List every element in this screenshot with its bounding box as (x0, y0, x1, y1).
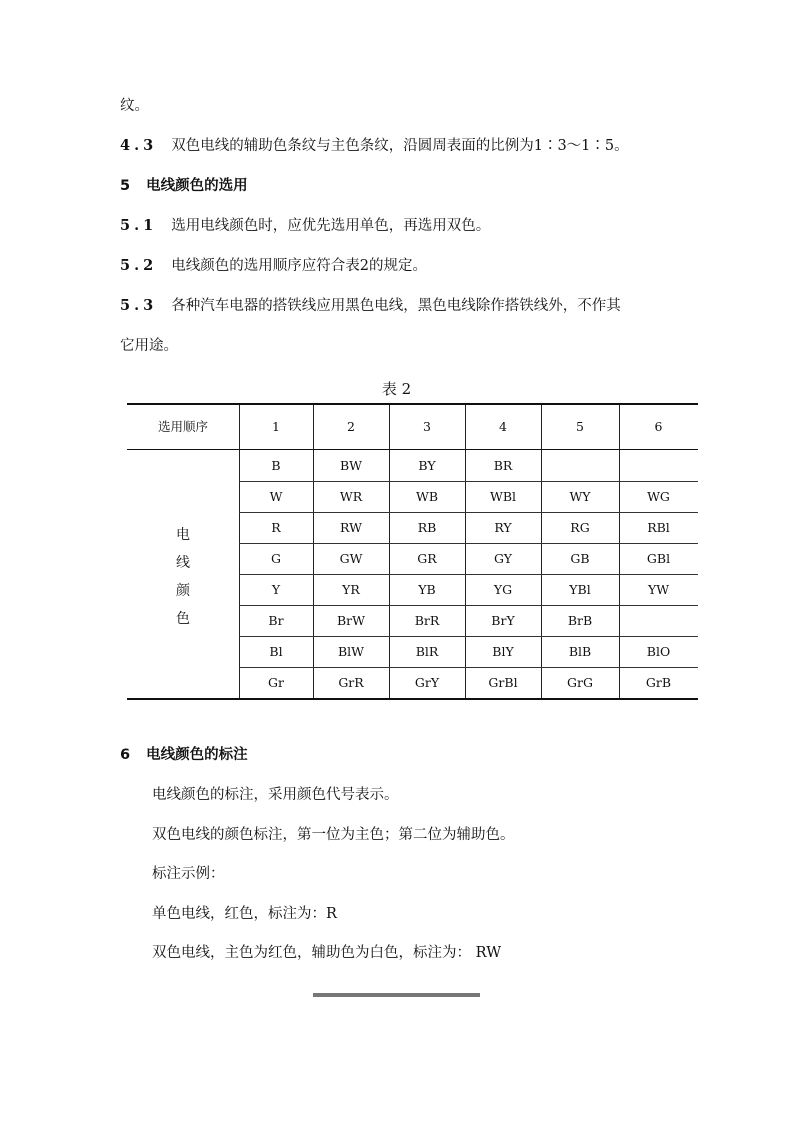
table-cell: GrY (414, 675, 440, 690)
table-cell: BlO (646, 644, 671, 659)
table-cell: BlY (492, 644, 514, 659)
column-header: 3 (423, 419, 431, 434)
header-label: 选用顺序 (157, 419, 208, 434)
table-cell: WY (569, 489, 591, 504)
side-label-char: 电 (176, 527, 190, 543)
table-cell: Bl (269, 644, 283, 659)
table-cell: BR (493, 458, 513, 473)
clause-number: 4.3 (120, 137, 158, 154)
table-cell: Br (268, 613, 284, 628)
paragraph: 双色电线，主色为红色，辅助色为白色，标注为： RW (152, 945, 502, 961)
paragraph: 双色电线的颜色标注，第一位为主色；第二位为辅助色。 (152, 827, 515, 843)
table-row-rule (239, 512, 698, 513)
table-cell: BrW (336, 613, 365, 628)
table-cell: WG (647, 489, 670, 504)
section-title: 电线颜色的标注 (146, 747, 248, 763)
clause-4-3 (120, 136, 629, 156)
table-cell: RG (570, 520, 590, 535)
clause-text: 各种汽车电器的搭铁线应用黑色电线，黑色电线除作搭铁线外，不作其 (171, 298, 621, 314)
section-6-heading (120, 745, 248, 765)
table-cell: RBl (647, 520, 670, 535)
side-label-char: 线 (176, 555, 190, 571)
paragraph: 单色电线，红色，标注为：R (152, 906, 337, 922)
table-cell: WBl (489, 489, 517, 504)
table-cell: BlW (337, 644, 365, 659)
table-cell: GrR (338, 675, 364, 690)
table-cell: RW (340, 520, 362, 535)
column-header: 4 (499, 419, 507, 434)
clause-5-3 (120, 296, 621, 316)
table-cell: YB (418, 582, 436, 597)
column-header: 5 (576, 419, 584, 434)
table-cell: WB (415, 489, 439, 504)
clause-5-2 (120, 256, 427, 276)
column-header: 2 (347, 419, 355, 434)
clause-number: 5.2 (120, 257, 158, 274)
table-row-rule (239, 605, 698, 606)
table-cell: GB (570, 551, 590, 566)
section-title: 电线颜色的选用 (146, 178, 248, 194)
section-number: 5 (120, 178, 131, 194)
table-cell: Gr (268, 675, 284, 690)
table-cell: BrY (491, 613, 515, 628)
table-cell: GY (493, 551, 513, 566)
table-cell: RY (494, 520, 512, 535)
table-cell: YR (342, 582, 360, 597)
table-cell: BlR (415, 644, 439, 659)
table-cell: B (271, 458, 281, 473)
side-label-char: 颜 (176, 583, 190, 599)
side-label (127, 521, 239, 633)
paragraph: 标注示例： (152, 866, 225, 882)
table-cell: R (271, 520, 281, 535)
clause-5-3-continuation: 它用途。 (120, 338, 178, 354)
table-cell: GrG (567, 675, 593, 690)
paragraph: 电线颜色的标注，采用颜色代号表示。 (152, 787, 399, 803)
table-cell: BW (339, 458, 363, 473)
table-cell: YBl (569, 582, 591, 597)
section-number: 6 (120, 747, 131, 763)
table-cell: BrB (567, 613, 593, 628)
paragraph-continuation: 纹。 (120, 98, 149, 114)
table-cell: RB (417, 520, 437, 535)
table-cell: BrR (414, 613, 440, 628)
table-cell: YG (493, 582, 513, 597)
table-cell: BY (418, 458, 436, 473)
table-row-rule (239, 574, 698, 575)
table-cell: GR (417, 551, 437, 566)
column-header: 6 (654, 419, 663, 434)
table-cell: W (269, 489, 283, 504)
section-5-heading (120, 176, 248, 196)
side-label-char: 色 (176, 611, 190, 627)
table-cell: GrBl (488, 675, 518, 690)
clause-text: 选用电线颜色时，应优先选用单色，再选用双色。 (171, 218, 491, 234)
clause-5-1 (120, 216, 490, 236)
clause-number: 5.3 (120, 297, 158, 314)
table-caption: 表 2 (381, 380, 412, 398)
table-row-rule (239, 543, 698, 544)
clause-number: 5.1 (120, 217, 158, 234)
clause-text: 双色电线的辅助色条纹与主色条纹，沿圆周表面的比例为1∶3～1∶5。 (171, 138, 629, 154)
table-cell: BlB (568, 644, 592, 659)
table-cell: G (271, 551, 281, 566)
table-cell: GW (339, 551, 363, 566)
table-row-rule (239, 636, 698, 637)
table-cell: GrB (645, 675, 672, 690)
table-cell: YW (647, 582, 670, 597)
table-top-rule (127, 403, 698, 405)
table-bottom-rule (127, 698, 698, 700)
column-header: 1 (272, 419, 280, 434)
table-cell: WR (339, 489, 363, 504)
table-cell: Y (271, 582, 281, 597)
page-end-rule (313, 993, 480, 997)
table-header-rule (127, 449, 698, 450)
table-row-rule (239, 667, 698, 668)
table-row-rule (239, 481, 698, 482)
table-cell: GBl (646, 551, 671, 566)
clause-text: 电线颜色的选用顺序应符合表2的规定。 (171, 258, 427, 274)
color-selection-table (127, 403, 698, 700)
